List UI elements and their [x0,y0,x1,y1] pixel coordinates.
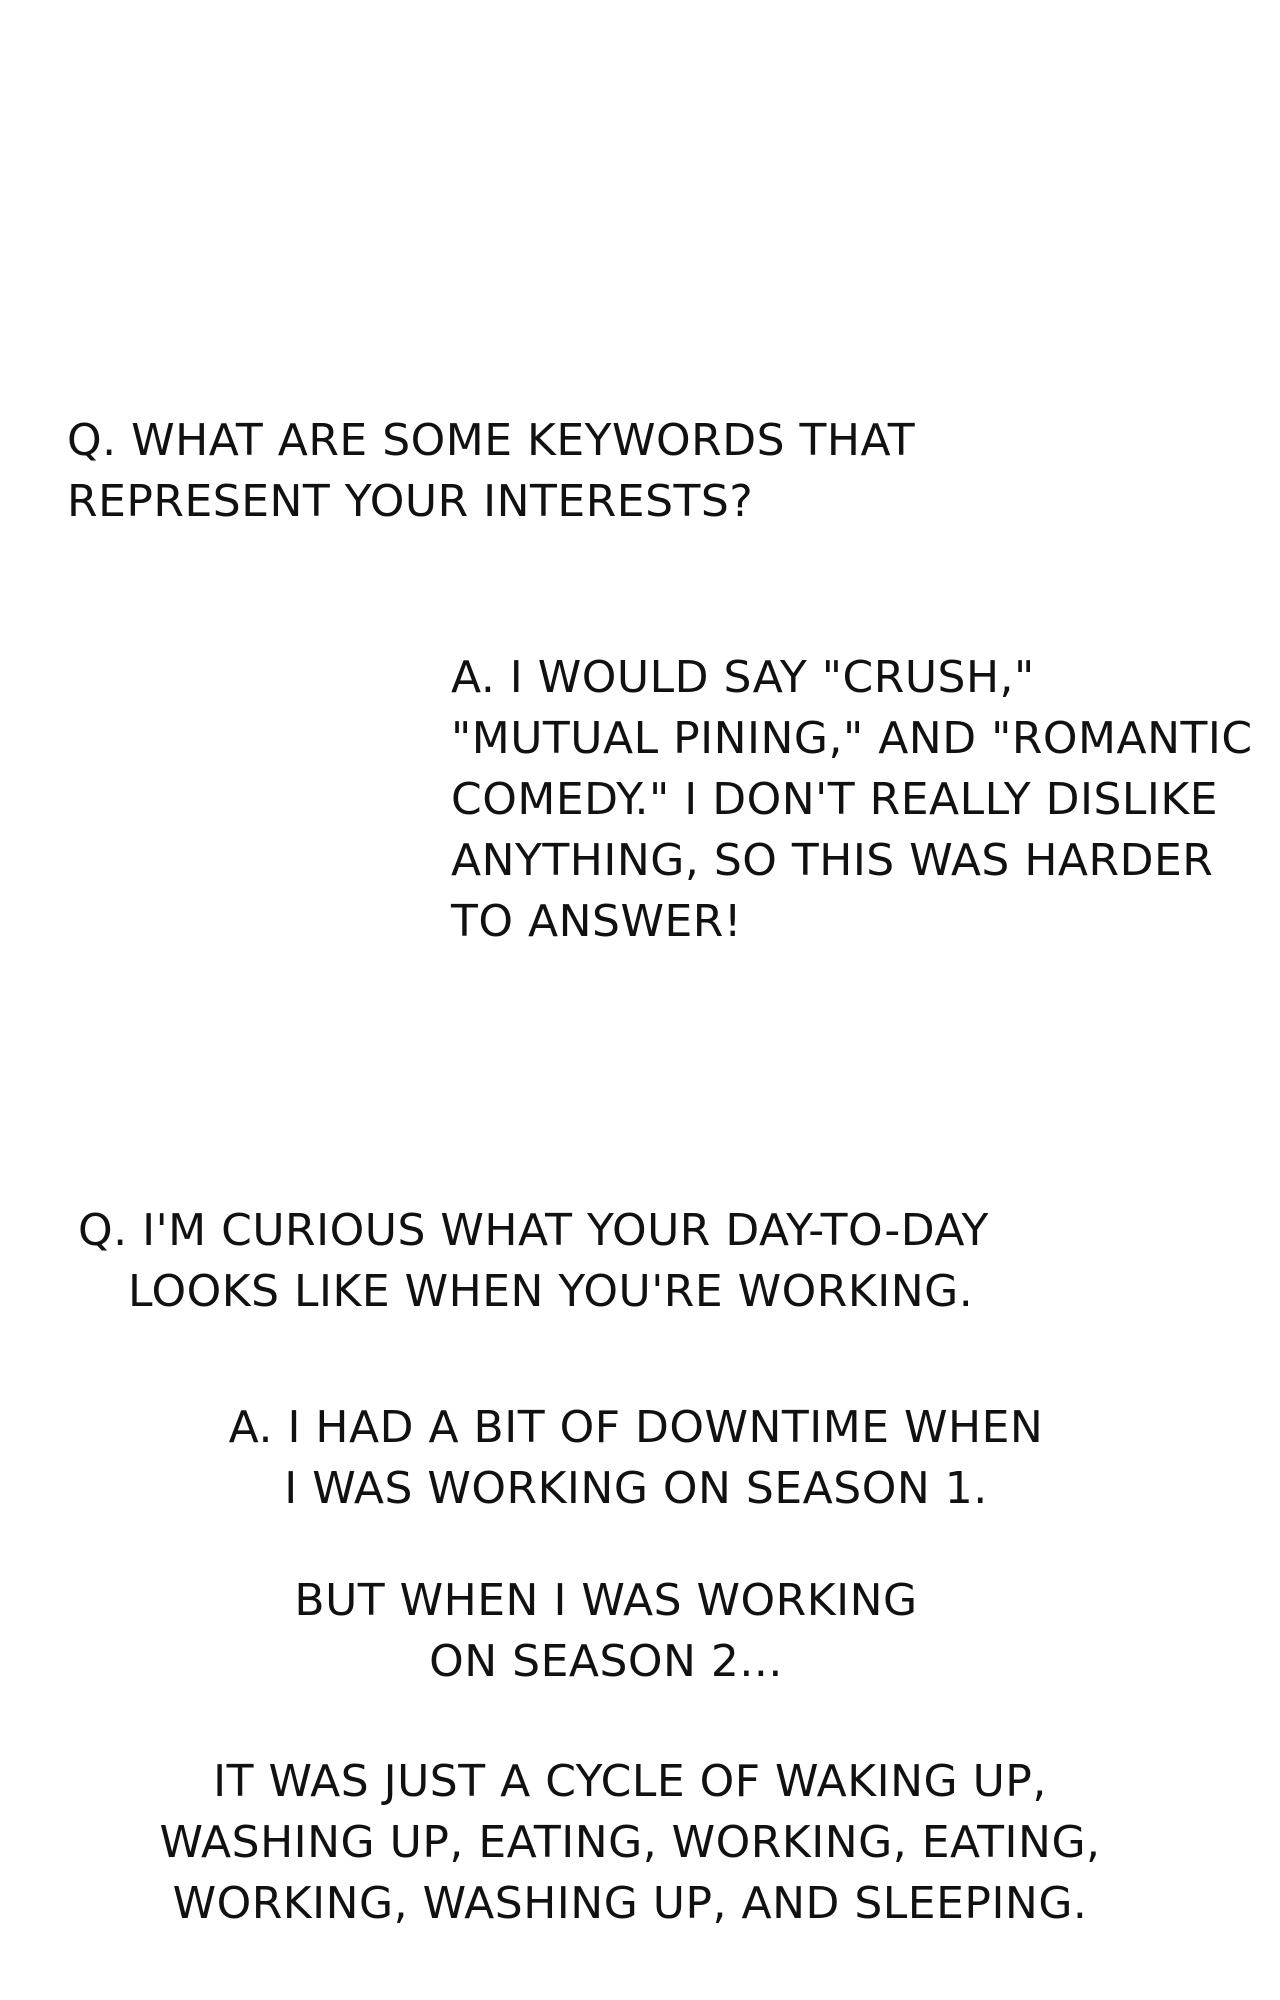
answer-line: ANYTHING, SO THIS WAS HARDER [451,835,1214,886]
question-day-to-day [78,1200,1018,1322]
answer-line: TO ANSWER! [451,896,742,947]
answer-line: BUT WHEN I WAS WORKING [294,1575,918,1626]
answer-line: ON SEASON 2... [429,1636,783,1687]
answer-line: COMEDY." I DON'T REALLY DISLIKE [451,774,1219,825]
answer-keywords [451,647,1253,952]
question-keywords [67,410,915,532]
answer-line: "MUTUAL PINING," AND "ROMANTIC [451,713,1253,764]
question-line: LOOKS LIKE WHEN YOU'RE WORKING. [128,1266,974,1317]
answer-line: I WAS WORKING ON SEASON 1. [284,1463,988,1514]
answer-day-to-day-paragraph-2 [0,1570,1246,1692]
question-line: Q. I'M CURIOUS WHAT YOUR DAY-TO-DAY [78,1205,989,1256]
question-line: REPRESENT YOUR INTERESTS? [67,476,754,527]
answer-day-to-day-paragraph-1 [0,1397,1276,1519]
answer-line: WASHING UP, EATING, WORKING, EATING, [159,1817,1101,1868]
answer-line: WORKING, WASHING UP, AND SLEEPING. [172,1878,1088,1929]
question-line: Q. WHAT ARE SOME KEYWORDS THAT [67,415,916,466]
answer-day-to-day-paragraph-3 [0,1751,1270,1934]
answer-line: IT WAS JUST A CYCLE OF WAKING UP, [213,1756,1047,1807]
answer-line: A. I WOULD SAY "CRUSH," [451,652,1035,703]
answer-line: A. I HAD A BIT OF DOWNTIME WHEN [228,1402,1044,1453]
